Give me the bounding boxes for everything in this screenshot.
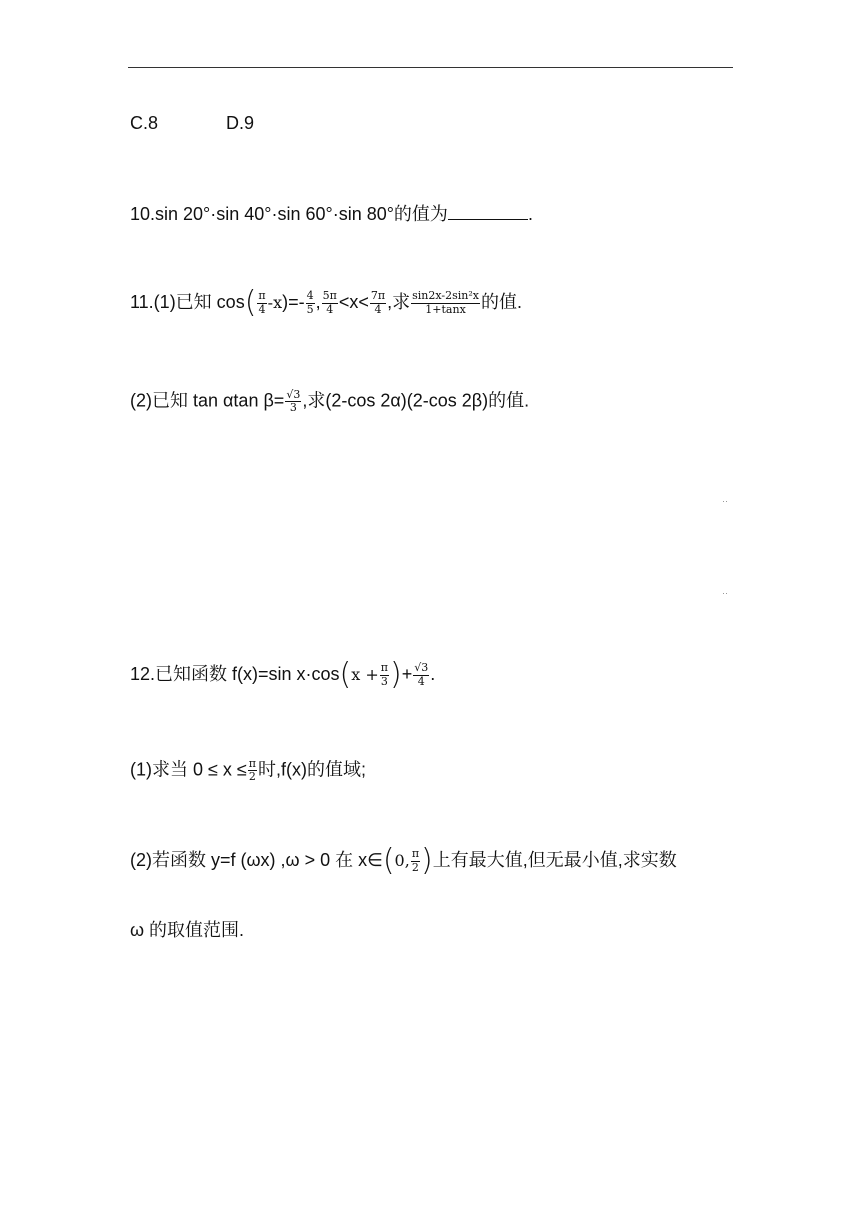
question-11-part-1: 11.(1)已知 cos( $\frac{\pi}{4}$ -x)=- $\frac{4}{5}$ , $\frac{5\pi}{4}$ <x< $\frac{7\pi}{4}$ ,求 $\frac{\text{sin2x-2sin²x}}{1+\tan x}$ 的值. (130, 285, 522, 320)
fraction-5pi-over-4: $\frac{5\pi}{4}$ (322, 289, 337, 316)
question-10: 10.sin 20°·sin 40°·sin 60°·sin 80°的值为 . (130, 204, 533, 224)
fraction-pi-over-3: $\frac{\pi}{3}$ (380, 661, 389, 688)
header-rule (128, 67, 733, 68)
stray-dots: ·· (722, 496, 728, 506)
fraction-7pi-over-4: $\frac{7\pi}{4}$ (370, 289, 386, 316)
fraction-expression: $\frac{\text{sin2x-2sin²x}}{1+\tan x}$ (412, 289, 479, 316)
question-11-part-2: (2)已知 tan αtan β= $\frac{√3}{3}$ ,求(2-cos 2α)(2-cos 2β)的值. (130, 388, 530, 415)
fraction-4-over-5: $\frac{4}{5}$ (306, 289, 314, 316)
question-12-part-2: (2)若函数 y=f (ωx) ,ω > 0 在 x∈(0, $\frac{\pi}{2}$ )上有最大值,但无最小值,求实数 (130, 843, 677, 878)
answer-choices (130, 114, 254, 132)
fraction-pi-over-2: $\frac{\pi}{2}$ (248, 757, 257, 784)
question-10-text: 10.sin 20°·sin 40°·sin 60°·sin 80°的值为 (130, 204, 448, 224)
choice-c: C.8 (130, 113, 159, 133)
question-12: 12.已知函数 f(x)=sin x·cos(x + $\frac{\pi}{3}$ )+ $\frac{√3}{4}$ . (130, 657, 436, 692)
fraction-sqrt3-over-3: $\frac{√3}{3}$ (286, 388, 301, 415)
answer-blank (448, 205, 528, 220)
fraction-pi-over-2: $\frac{\pi}{2}$ (411, 847, 420, 874)
fraction-pi-over-4: $\frac{\pi}{4}$ (258, 289, 266, 316)
question-12-part-1: (1)求当 0 ≤ x ≤ $\frac{\pi}{2}$ 时,f(x)的值域; (130, 757, 367, 784)
stray-dots: ·· (722, 588, 728, 598)
fraction-sqrt3-over-4: $\frac{√3}{4}$ (414, 661, 429, 688)
choice-d: D.9 (226, 113, 255, 133)
question-12-part-2-continued: ω 的取值范围. (130, 920, 245, 940)
